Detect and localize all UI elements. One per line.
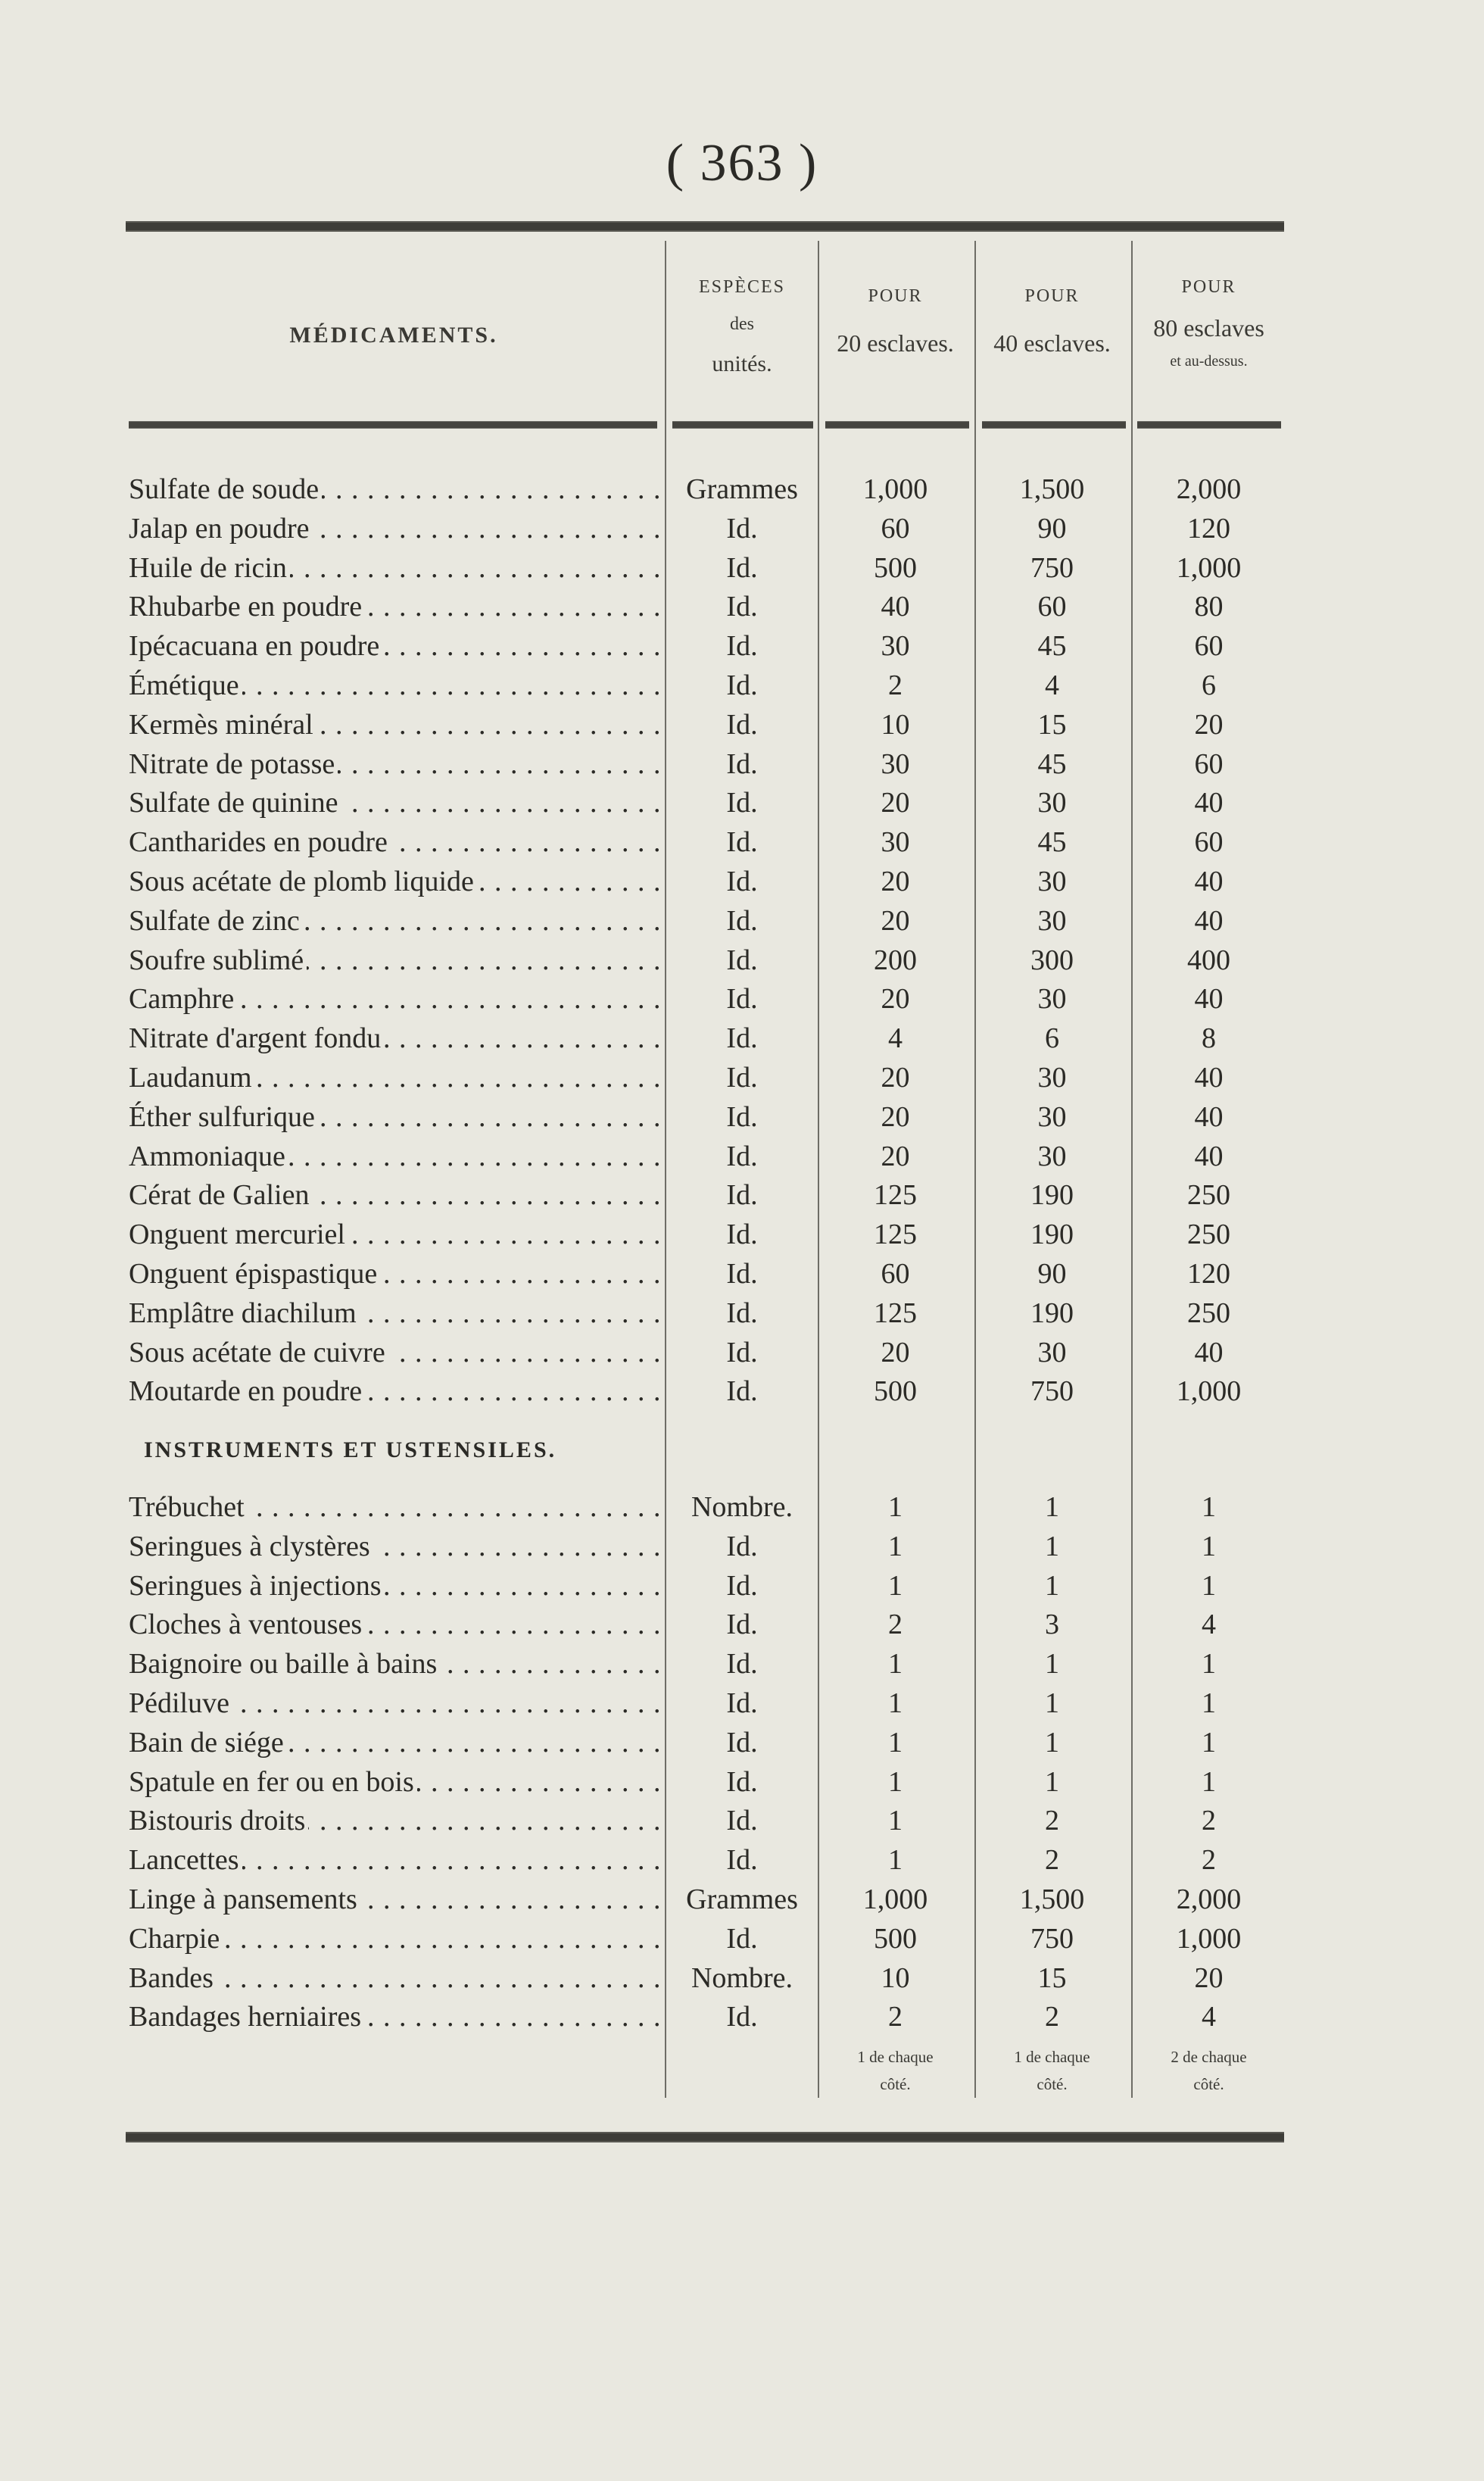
item-qty-80: 8 xyxy=(1202,1022,1216,1055)
item-unit: Id. xyxy=(726,1219,758,1251)
item-qty-80: 40 xyxy=(1194,787,1224,819)
item-name: Sous acétate de cuivre xyxy=(129,1337,388,1368)
item-qty-20: 1 xyxy=(888,1765,903,1798)
item-name-cell xyxy=(129,1605,659,1644)
item-name: Bandes xyxy=(129,1962,217,1994)
item-unit: Grammes xyxy=(686,473,798,505)
item-name-cell xyxy=(129,901,659,941)
item-qty-80: 2,000 xyxy=(1176,473,1242,505)
item-qty-40: 1,500 xyxy=(1019,473,1085,505)
item-qty-20: 1 xyxy=(888,1687,903,1719)
item-unit: Id. xyxy=(726,669,758,701)
item-name-cell xyxy=(129,1566,659,1606)
item-qty-80: 1 xyxy=(1202,1765,1216,1798)
table-row xyxy=(0,587,1484,626)
table-row xyxy=(0,979,1484,1019)
header-rule xyxy=(982,421,1126,429)
item-qty-80: 1 xyxy=(1202,1491,1216,1523)
item-qty-40: 45 xyxy=(1037,826,1067,859)
item-qty-80: 40 xyxy=(1194,1140,1224,1172)
item-name: Nitrate de potasse xyxy=(129,748,338,780)
item-qty-40: 190 xyxy=(1030,1219,1074,1251)
table-row xyxy=(0,1215,1484,1254)
item-qty-40: 3 xyxy=(1045,1609,1059,1641)
item-name: Cantharides en poudre xyxy=(129,826,391,858)
item-qty-40: 750 xyxy=(1030,1375,1074,1408)
header-units xyxy=(666,277,818,377)
item-qty-40: 1 xyxy=(1045,1765,1059,1798)
item-qty-20: 20 xyxy=(881,1140,910,1172)
item-name-cell xyxy=(129,979,659,1019)
item-name: Camphre xyxy=(129,983,237,1015)
item-unit: Id. xyxy=(726,787,758,819)
item-name-cell xyxy=(129,862,659,901)
table-row xyxy=(0,1566,1484,1606)
item-name-cell xyxy=(129,587,659,626)
item-qty-40: 30 xyxy=(1037,1140,1067,1172)
item-qty-40: 750 xyxy=(1030,551,1074,584)
item-unit: Id. xyxy=(726,1726,758,1759)
item-name: Ammoniaque xyxy=(129,1141,288,1172)
item-name-cell xyxy=(129,1333,659,1372)
item-qty-40: 30 xyxy=(1037,866,1067,897)
item-qty-40: 30 xyxy=(1037,787,1067,819)
item-qty-20: 20 xyxy=(881,1062,910,1094)
item-unit: Id. xyxy=(726,1805,758,1837)
table-row xyxy=(0,1762,1484,1802)
table-row xyxy=(0,1644,1484,1684)
table-row xyxy=(0,1175,1484,1215)
item-name: Trébuchet xyxy=(129,1491,248,1523)
item-qty-20: 60 xyxy=(881,512,910,545)
item-qty-40: 190 xyxy=(1030,1297,1074,1329)
item-name-cell xyxy=(129,1880,659,1919)
item-qty-80: 1,000 xyxy=(1176,1375,1242,1408)
note-col-80 xyxy=(1131,2043,1286,2098)
item-qty-20: 10 xyxy=(881,1961,910,1994)
item-name: Onguent épispastique xyxy=(129,1258,380,1290)
item-name-cell xyxy=(129,705,659,744)
item-qty-80: 400 xyxy=(1187,944,1230,976)
item-qty-20: 500 xyxy=(874,551,917,584)
table-row xyxy=(0,705,1484,744)
item-name: Sulfate de quinine xyxy=(129,787,341,819)
item-qty-20: 40 xyxy=(881,591,910,623)
item-qty-40: 1 xyxy=(1045,1687,1059,1719)
table-row xyxy=(0,1958,1484,1998)
item-qty-40: 190 xyxy=(1030,1179,1074,1212)
item-qty-20: 2 xyxy=(888,2001,903,2033)
item-name: Ipécacuana en poudre xyxy=(129,630,382,662)
header-col-80 xyxy=(1131,277,1286,370)
item-qty-20: 1 xyxy=(888,1648,903,1681)
table-row xyxy=(0,1527,1484,1566)
table-row xyxy=(0,901,1484,941)
item-name: Sous acétate de plomb liquide xyxy=(129,866,477,897)
table-row xyxy=(0,1372,1484,1411)
item-name-cell xyxy=(129,1137,659,1176)
item-qty-40: 1 xyxy=(1045,1726,1059,1759)
table-row xyxy=(0,744,1484,784)
table-row xyxy=(0,548,1484,588)
item-qty-40: 1,500 xyxy=(1019,1883,1085,1915)
item-unit: Id. xyxy=(726,512,758,545)
item-unit: Id. xyxy=(726,866,758,897)
item-unit: Id. xyxy=(726,591,758,623)
item-name-cell xyxy=(129,783,659,822)
table-row xyxy=(0,1333,1484,1372)
item-qty-20: 1 xyxy=(888,1805,903,1837)
table-row xyxy=(0,1058,1484,1097)
table-row xyxy=(0,1723,1484,1762)
table-row xyxy=(0,941,1484,980)
item-qty-80: 60 xyxy=(1194,826,1224,859)
item-qty-80: 40 xyxy=(1194,983,1224,1016)
item-qty-80: 40 xyxy=(1194,1100,1224,1133)
item-qty-40: 2 xyxy=(1045,1844,1059,1877)
item-qty-20: 1 xyxy=(888,1726,903,1759)
item-unit: Id. xyxy=(726,551,758,584)
item-name: Laudanum xyxy=(129,1062,255,1094)
item-name-cell xyxy=(129,1254,659,1294)
item-qty-20: 30 xyxy=(881,826,910,859)
item-qty-80: 250 xyxy=(1187,1297,1230,1329)
item-name-cell xyxy=(129,1644,659,1684)
header-col-40 xyxy=(974,286,1130,357)
item-qty-40: 45 xyxy=(1037,747,1067,780)
item-name-cell xyxy=(129,1801,659,1840)
header-col-20 xyxy=(818,286,973,357)
item-qty-80: 40 xyxy=(1194,904,1224,937)
item-unit: Id. xyxy=(726,708,758,741)
item-qty-80: 4 xyxy=(1202,1609,1216,1641)
item-qty-20: 4 xyxy=(888,1022,903,1055)
item-name: Emplâtre diachilum xyxy=(129,1297,360,1329)
item-unit: Id. xyxy=(726,944,758,976)
item-qty-80: 60 xyxy=(1194,747,1224,780)
item-qty-80: 1,000 xyxy=(1176,1922,1242,1955)
item-name: Baignoire ou baille à bains xyxy=(129,1648,440,1680)
item-qty-80: 1 xyxy=(1202,1687,1216,1719)
table-row xyxy=(0,1919,1484,1958)
item-qty-40: 1 xyxy=(1045,1530,1059,1562)
item-qty-80: 20 xyxy=(1194,1961,1224,1994)
item-unit: Nombre. xyxy=(691,1491,793,1523)
item-name: Cloches à ventouses xyxy=(129,1609,365,1640)
item-qty-20: 125 xyxy=(874,1219,917,1251)
table-row xyxy=(0,822,1484,862)
table-row xyxy=(0,1801,1484,1840)
item-unit: Id. xyxy=(726,1022,758,1055)
item-qty-40: 60 xyxy=(1037,591,1067,623)
item-name: Kermès minéral xyxy=(129,709,316,741)
item-qty-20: 1 xyxy=(888,1491,903,1523)
note-col-40 xyxy=(974,2043,1130,2098)
item-qty-20: 20 xyxy=(881,866,910,897)
item-unit: Id. xyxy=(726,904,758,937)
item-name: Seringues à clystères xyxy=(129,1531,373,1562)
item-qty-40: 6 xyxy=(1045,1022,1059,1055)
item-name-cell xyxy=(129,1919,659,1958)
table-row xyxy=(0,1097,1484,1137)
item-name-cell xyxy=(129,744,659,784)
item-qty-40: 30 xyxy=(1037,1062,1067,1094)
table-row xyxy=(0,1880,1484,1919)
item-qty-40: 15 xyxy=(1037,1961,1067,1994)
item-qty-40: 90 xyxy=(1037,1258,1067,1290)
note-col-20-line2: côté. xyxy=(880,2075,911,2093)
item-qty-20: 2 xyxy=(888,1609,903,1641)
item-name-cell xyxy=(129,1723,659,1762)
page-number: ( 363 ) xyxy=(666,134,818,192)
table-row xyxy=(0,1605,1484,1644)
item-name-cell xyxy=(129,1097,659,1137)
table-row xyxy=(0,1294,1484,1333)
item-name: Soufre sublimé xyxy=(129,944,307,976)
item-unit: Id. xyxy=(726,1297,758,1329)
note-col-40-line2: côté. xyxy=(1037,2075,1068,2093)
bottom-rule xyxy=(126,2132,1284,2142)
item-qty-20: 1,000 xyxy=(862,1883,928,1915)
item-unit: Id. xyxy=(726,1100,758,1133)
item-unit: Id. xyxy=(726,1336,758,1368)
item-qty-40: 30 xyxy=(1037,904,1067,937)
header-col-80-line2: 80 esclaves xyxy=(1153,314,1264,342)
item-qty-80: 80 xyxy=(1194,591,1224,623)
item-name: Spatule en fer ou en bois xyxy=(129,1766,417,1798)
table-row xyxy=(0,470,1484,509)
header-col-20-line2: 20 esclaves. xyxy=(837,329,954,357)
table-row xyxy=(0,1487,1484,1527)
item-unit: Id. xyxy=(726,1530,758,1562)
item-name: Onguent mercuriel xyxy=(129,1219,348,1250)
item-qty-40: 750 xyxy=(1030,1922,1074,1955)
item-name: Bistouris droits xyxy=(129,1805,308,1837)
item-qty-20: 2 xyxy=(888,669,903,701)
item-qty-80: 2,000 xyxy=(1176,1883,1242,1915)
item-name: Sulfate de soude xyxy=(129,473,322,505)
header-medicaments: MÉDICAMENTS. xyxy=(289,323,498,348)
header-units-line1: ESPÈCES xyxy=(698,277,786,297)
note-col-80-line1: 2 de chaque xyxy=(1171,2048,1247,2066)
table-row xyxy=(0,862,1484,901)
item-unit: Id. xyxy=(726,747,758,780)
item-qty-40: 4 xyxy=(1045,669,1059,701)
item-qty-40: 15 xyxy=(1037,708,1067,741)
table-row xyxy=(0,1019,1484,1058)
item-qty-80: 2 xyxy=(1202,1805,1216,1837)
table-row xyxy=(0,1684,1484,1723)
header-rule xyxy=(1137,421,1281,429)
item-name-cell xyxy=(129,1997,659,2036)
item-qty-40: 1 xyxy=(1045,1648,1059,1681)
item-qty-40: 2 xyxy=(1045,1805,1059,1837)
item-qty-20: 20 xyxy=(881,787,910,819)
item-qty-20: 1 xyxy=(888,1844,903,1877)
item-qty-80: 1 xyxy=(1202,1569,1216,1602)
header-col-40-line2: 40 esclaves. xyxy=(993,329,1111,357)
item-unit: Id. xyxy=(726,1648,758,1681)
item-qty-80: 250 xyxy=(1187,1179,1230,1212)
item-name: Nitrate d'argent fondu xyxy=(129,1022,384,1054)
item-unit: Id. xyxy=(726,983,758,1016)
item-qty-20: 20 xyxy=(881,904,910,937)
item-qty-20: 200 xyxy=(874,944,917,976)
item-name: Rhubarbe en poudre xyxy=(129,591,365,623)
item-qty-80: 2 xyxy=(1202,1844,1216,1877)
item-qty-80: 40 xyxy=(1194,1336,1224,1368)
item-name-cell xyxy=(129,1058,659,1097)
note-col-80-line2: côté. xyxy=(1193,2075,1224,2093)
item-unit: Id. xyxy=(726,1922,758,1955)
table-row xyxy=(0,509,1484,548)
table-row xyxy=(0,626,1484,666)
note-col-20-line1: 1 de chaque xyxy=(857,2048,934,2066)
item-unit: Id. xyxy=(726,1687,758,1719)
item-qty-40: 30 xyxy=(1037,983,1067,1016)
header-col-40-line1: POUR xyxy=(1024,286,1080,306)
item-unit: Id. xyxy=(726,826,758,859)
header-rule xyxy=(129,421,657,429)
item-qty-20: 60 xyxy=(881,1258,910,1290)
header-col-80-line3: et au-dessus. xyxy=(1170,353,1248,370)
item-qty-20: 10 xyxy=(881,708,910,741)
item-qty-40: 1 xyxy=(1045,1491,1059,1523)
item-name-cell xyxy=(129,1487,659,1527)
item-qty-20: 1 xyxy=(888,1530,903,1562)
item-qty-40: 90 xyxy=(1037,512,1067,545)
table-row xyxy=(0,783,1484,822)
item-name-cell xyxy=(129,1019,659,1058)
item-qty-80: 120 xyxy=(1187,1258,1230,1290)
item-name: Charpie xyxy=(129,1923,223,1955)
item-qty-80: 40 xyxy=(1194,866,1224,897)
item-unit: Id. xyxy=(726,1258,758,1290)
item-name: Sulfate de zinc xyxy=(129,905,303,937)
item-name-cell xyxy=(129,1958,659,1998)
item-name-cell xyxy=(129,509,659,548)
item-qty-80: 250 xyxy=(1187,1219,1230,1251)
table-row xyxy=(0,1840,1484,1880)
item-qty-80: 20 xyxy=(1194,708,1224,741)
item-qty-20: 20 xyxy=(881,1336,910,1368)
item-name: Cérat de Galien xyxy=(129,1179,312,1211)
item-qty-20: 500 xyxy=(874,1375,917,1408)
item-qty-80: 120 xyxy=(1187,512,1230,545)
header-units-line3: unités. xyxy=(712,351,772,376)
item-qty-40: 300 xyxy=(1030,944,1074,976)
item-qty-80: 60 xyxy=(1194,630,1224,663)
item-name-cell xyxy=(129,1762,659,1802)
item-name: Émétique xyxy=(129,669,242,701)
item-qty-80: 6 xyxy=(1202,669,1216,701)
item-qty-80: 4 xyxy=(1202,2001,1216,2033)
item-qty-20: 20 xyxy=(881,983,910,1016)
item-qty-80: 1 xyxy=(1202,1530,1216,1562)
item-name-cell xyxy=(129,548,659,588)
section-title-instruments: INSTRUMENTS ET USTENSILES. xyxy=(144,1437,557,1462)
header-units-line2: des xyxy=(730,314,754,334)
item-qty-40: 45 xyxy=(1037,630,1067,663)
item-qty-80: 1 xyxy=(1202,1648,1216,1681)
item-name-cell xyxy=(129,1294,659,1333)
item-unit: Id. xyxy=(726,1569,758,1602)
item-name-cell xyxy=(129,1372,659,1411)
item-qty-40: 1 xyxy=(1045,1569,1059,1602)
item-qty-80: 1 xyxy=(1202,1726,1216,1759)
item-qty-40: 2 xyxy=(1045,2001,1059,2033)
item-qty-20: 125 xyxy=(874,1297,917,1329)
table-row xyxy=(0,666,1484,705)
item-name-cell xyxy=(129,1684,659,1723)
item-name: Lancettes xyxy=(129,1844,242,1876)
item-name: Linge à pansements xyxy=(129,1883,360,1915)
item-name: Huile de ricin xyxy=(129,552,290,584)
item-name-cell xyxy=(129,1840,659,1880)
item-unit: Id. xyxy=(726,1609,758,1641)
item-name: Pédiluve xyxy=(129,1687,232,1719)
item-name: Jalap en poudre xyxy=(129,513,312,545)
item-unit: Id. xyxy=(726,1375,758,1408)
header-rule xyxy=(672,421,813,429)
item-unit: Id. xyxy=(726,1179,758,1212)
item-name: Bandages herniaires xyxy=(129,2001,364,2033)
item-qty-20: 30 xyxy=(881,747,910,780)
item-qty-80: 1,000 xyxy=(1176,551,1242,584)
item-name-cell xyxy=(129,626,659,666)
note-col-20 xyxy=(818,2043,973,2098)
item-qty-20: 30 xyxy=(881,630,910,663)
item-unit: Nombre. xyxy=(691,1961,793,1994)
item-name-cell xyxy=(129,1527,659,1566)
item-name-cell xyxy=(129,941,659,980)
item-name-cell xyxy=(129,666,659,705)
item-name-cell xyxy=(129,822,659,862)
item-qty-20: 500 xyxy=(874,1922,917,1955)
item-qty-80: 40 xyxy=(1194,1062,1224,1094)
item-name: Seringues à injections xyxy=(129,1570,384,1602)
note-col-40-line1: 1 de chaque xyxy=(1014,2048,1090,2066)
item-qty-40: 30 xyxy=(1037,1336,1067,1368)
item-name-cell xyxy=(129,1215,659,1254)
header-rule xyxy=(825,421,969,429)
item-name: Éther sulfurique xyxy=(129,1101,318,1133)
header-col-80-line1: POUR xyxy=(1181,277,1236,297)
table-row xyxy=(0,1254,1484,1294)
header-col-20-line1: POUR xyxy=(868,286,923,306)
item-qty-20: 125 xyxy=(874,1179,917,1212)
item-qty-20: 1,000 xyxy=(862,473,928,505)
item-name: Bain de siége xyxy=(129,1727,287,1759)
table-row xyxy=(0,1137,1484,1176)
item-name-cell xyxy=(129,1175,659,1215)
table-row xyxy=(0,1997,1484,2036)
item-unit: Id. xyxy=(726,1140,758,1172)
item-unit: Grammes xyxy=(686,1883,798,1915)
item-name: Moutarde en poudre xyxy=(129,1375,365,1407)
item-unit: Id. xyxy=(726,1062,758,1094)
item-unit: Id. xyxy=(726,1765,758,1798)
item-qty-40: 30 xyxy=(1037,1100,1067,1133)
item-unit: Id. xyxy=(726,630,758,663)
top-rule xyxy=(126,221,1284,232)
item-name-cell xyxy=(129,470,659,509)
item-unit: Id. xyxy=(726,2001,758,2033)
item-qty-20: 20 xyxy=(881,1100,910,1133)
item-qty-20: 1 xyxy=(888,1569,903,1602)
item-unit: Id. xyxy=(726,1844,758,1877)
